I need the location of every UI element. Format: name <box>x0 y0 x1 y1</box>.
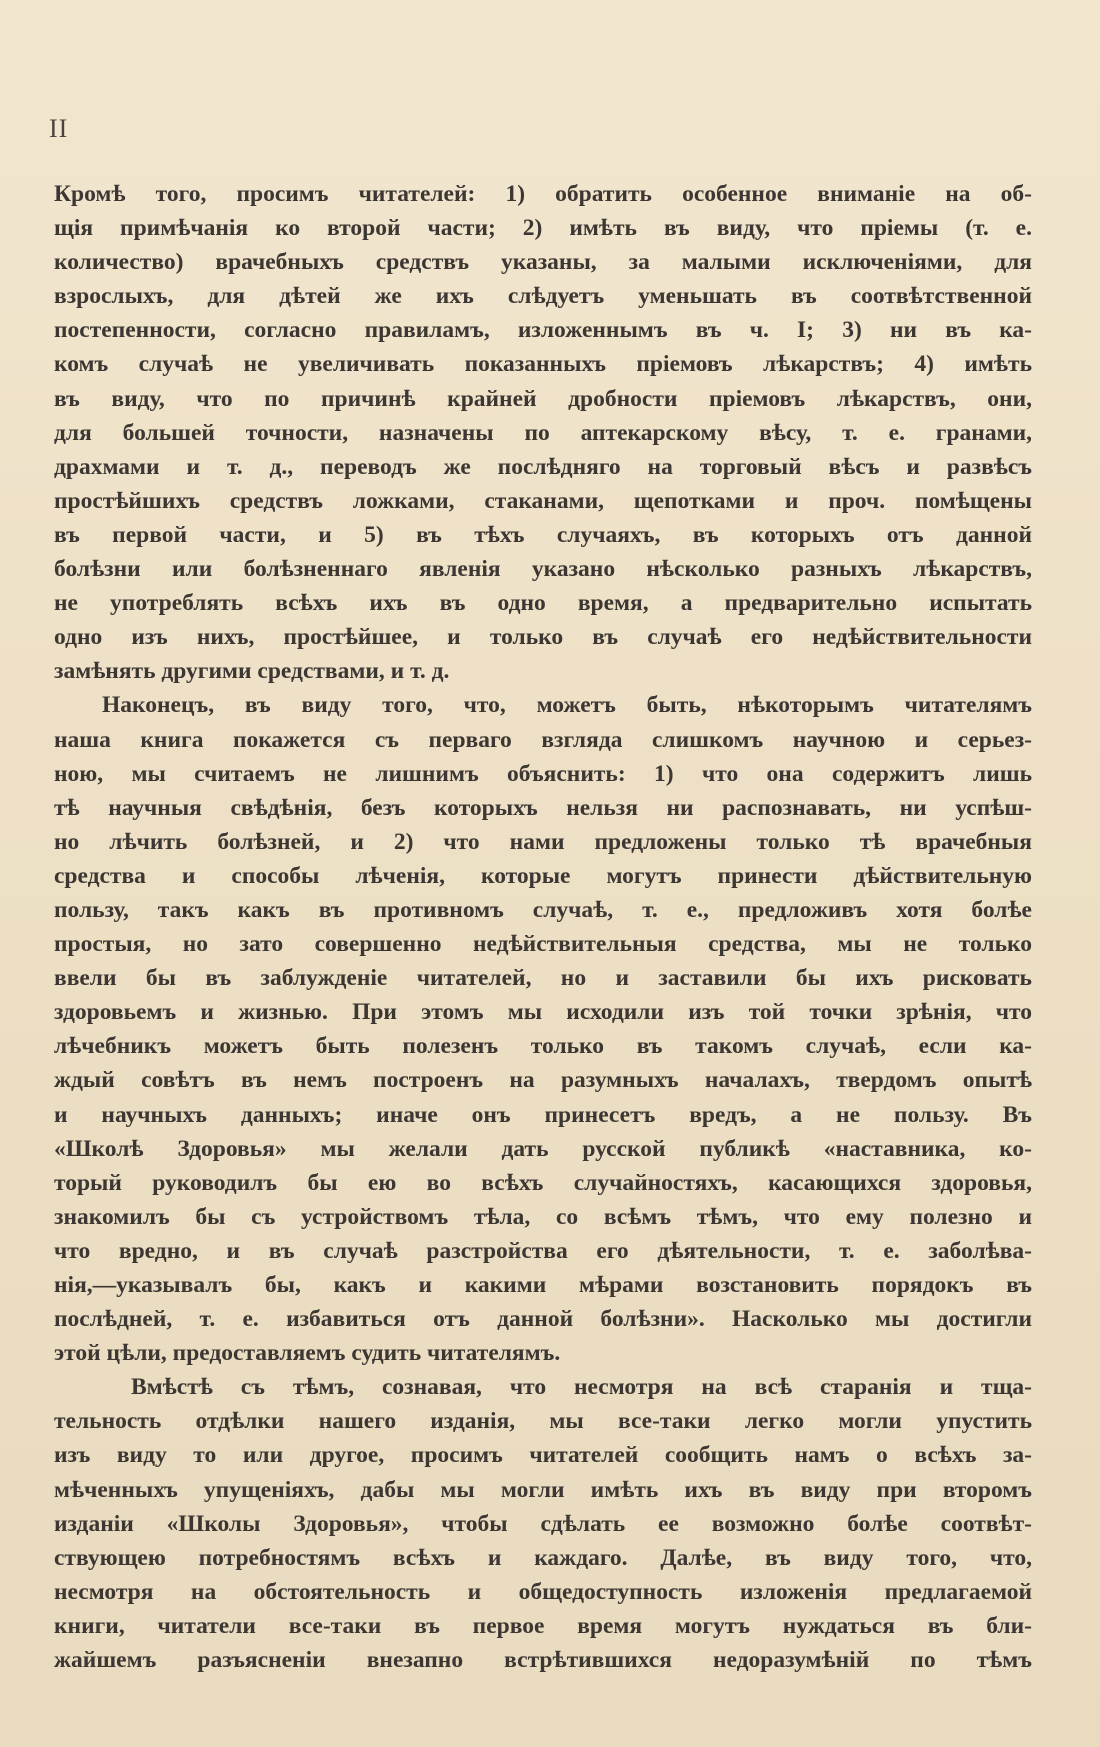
text-line: жайшемъ разъясненіи внезапно встрѣтившихся недоразумѣній по тѣмъ <box>54 1647 1032 1674</box>
text-line: торый руководилъ бы ею во всѣхъ случайностяхъ, касающихся здоровья, <box>54 1169 1032 1196</box>
text-line: не употреблять всѣхъ ихъ въ одно время, а предварительно испытать <box>54 590 1032 617</box>
text-line: средства и способы лѣченія, которые могутъ принести дѣйствительную <box>54 862 1032 889</box>
text-line: Наконецъ, въ виду того, что, можетъ быть, нѣкоторымъ читателямъ <box>102 692 1032 719</box>
text-line: изданіи «Школы Здоровья», чтобы сдѣлать ее возможно болѣе соотвѣт- <box>54 1510 1032 1537</box>
text-line: тельность отдѣлки нашего изданія, мы все-таки легко могли упустить <box>54 1408 1032 1435</box>
text-line: болѣзни или болѣзненнаго явленія указано нѣсколько разныхъ лѣкарствъ, <box>54 556 1032 583</box>
text-line: комъ случаѣ не увеличивать показанныхъ пріемовъ лѣкарствъ; 4) имѣть <box>54 351 1032 378</box>
text-line: ствующею потребностямъ всѣхъ и каждаго. Далѣе, въ виду того, что, <box>54 1544 1032 1571</box>
text-line: въ виду, что по причинѣ крайней дробности пріемовъ лѣкарствъ, они, <box>54 385 1032 412</box>
text-line: драхмами и т. д., переводъ же послѣдняго на торговый вѣсъ и развѣсъ <box>54 453 1032 480</box>
text-line: мѣченныхъ упущеніяхъ, дабы мы могли имѣть ихъ въ виду при второмъ <box>54 1476 1032 1503</box>
text-line: одно изъ нихъ, простѣйшее, и только въ случаѣ его недѣйствительности <box>54 624 1032 651</box>
text-line: нія,—указывалъ бы, какъ и какими мѣрами возстановить порядокъ въ <box>54 1272 1032 1298</box>
paragraph <box>54 688 1032 1370</box>
body-text <box>54 177 1032 1677</box>
text-line: здоровьемъ и жизнью. При этомъ мы исходили изъ той точки зрѣнія, что <box>54 999 1032 1026</box>
text-line: ввели бы въ заблужденіе читателей, но и заставили бы ихъ рисковать <box>54 965 1032 992</box>
text-line: лѣчебникъ можетъ быть полезенъ только въ такомъ случаѣ, если ка- <box>54 1033 1032 1060</box>
text-line: этой цѣли, предоставляемъ судить читателямъ. <box>54 1340 561 1367</box>
text-line: ною, мы считаемъ не лишнимъ объяснить: 1) что она содержитъ лишь <box>54 760 1032 787</box>
page-number: II <box>49 114 69 143</box>
paragraph <box>54 177 1032 688</box>
text-line: простѣйшихъ средствъ ложками, стаканами, щепотками и проч. помѣщены <box>54 487 1032 514</box>
text-line: Кромѣ того, просимъ читателей: 1) обратить особенное вниманіе на об- <box>54 181 1032 207</box>
text-line: для большей точности, назначены по аптекарскому вѣсу, т. е. гранами, <box>54 419 1032 446</box>
text-line: количество) врачебныхъ средствъ указаны, за малыми исключеніями, для <box>54 249 1032 276</box>
paragraph <box>54 1370 1032 1677</box>
text-line: постепенности, согласно правиламъ, изложеннымъ въ ч. I; 3) ни въ ка- <box>54 317 1032 344</box>
text-line: въ первой части, и 5) въ тѣхъ случаяхъ, въ которыхъ отъ данной <box>54 521 1032 548</box>
text-line: и научныхъ данныхъ; иначе онъ принесетъ вредъ, а не пользу. Въ <box>54 1101 1032 1128</box>
text-line: тѣ научныя свѣдѣнія, безъ которыхъ нельзя ни распознавать, ни успѣш- <box>54 794 1032 821</box>
text-line: но лѣчить болѣзней, и 2) что нами предложены только тѣ врачебныя <box>54 828 1032 855</box>
text-line: изъ виду то или другое, просимъ читателей сообщить намъ о всѣхъ за- <box>54 1442 1032 1469</box>
text-line: замѣнять другими средствами, и т. д. <box>54 658 450 685</box>
text-line: простыя, но зато совершенно недѣйствительныя средства, мы не только <box>54 931 1032 958</box>
text-line: книги, читатели все-таки въ первое время могутъ нуждаться въ бли- <box>54 1612 1032 1639</box>
text-line: наша книга покажется съ перваго взгляда слишкомъ научною и серьез- <box>54 726 1032 753</box>
text-line: «Школѣ Здоровья» мы желали дать русской публикѣ «наставника, ко- <box>54 1135 1032 1162</box>
text-line: знакомилъ бы съ устройствомъ тѣла, со всѣмъ тѣмъ, что ему полезно и <box>54 1203 1032 1230</box>
text-line: щія примѣчанія ко второй части; 2) имѣть въ виду, что пріемы (т. е. <box>54 215 1032 242</box>
text-line: пользу, такъ какъ въ противномъ случаѣ, т. е., предложивъ хотя болѣе <box>54 896 1032 923</box>
text-line: взрослыхъ, для дѣтей же ихъ слѣдуетъ уменьшать въ соотвѣтственной <box>54 283 1032 310</box>
text-line: Вмѣстѣ съ тѣмъ, сознавая, что несмотря на всѣ старанія и тща- <box>131 1374 1032 1401</box>
text-line: что вредно, и въ случаѣ разстройства его дѣятельности, т. е. заболѣва- <box>54 1237 1032 1264</box>
text-line: ждый совѣтъ въ немъ построенъ на разумныхъ началахъ, твердомъ опытѣ <box>54 1067 1032 1094</box>
text-line: несмотря на обстоятельность и общедоступность изложенія предлагаемой <box>54 1578 1032 1605</box>
text-line: послѣдней, т. е. избавиться отъ данной болѣзни». Насколько мы достигли <box>54 1306 1032 1333</box>
